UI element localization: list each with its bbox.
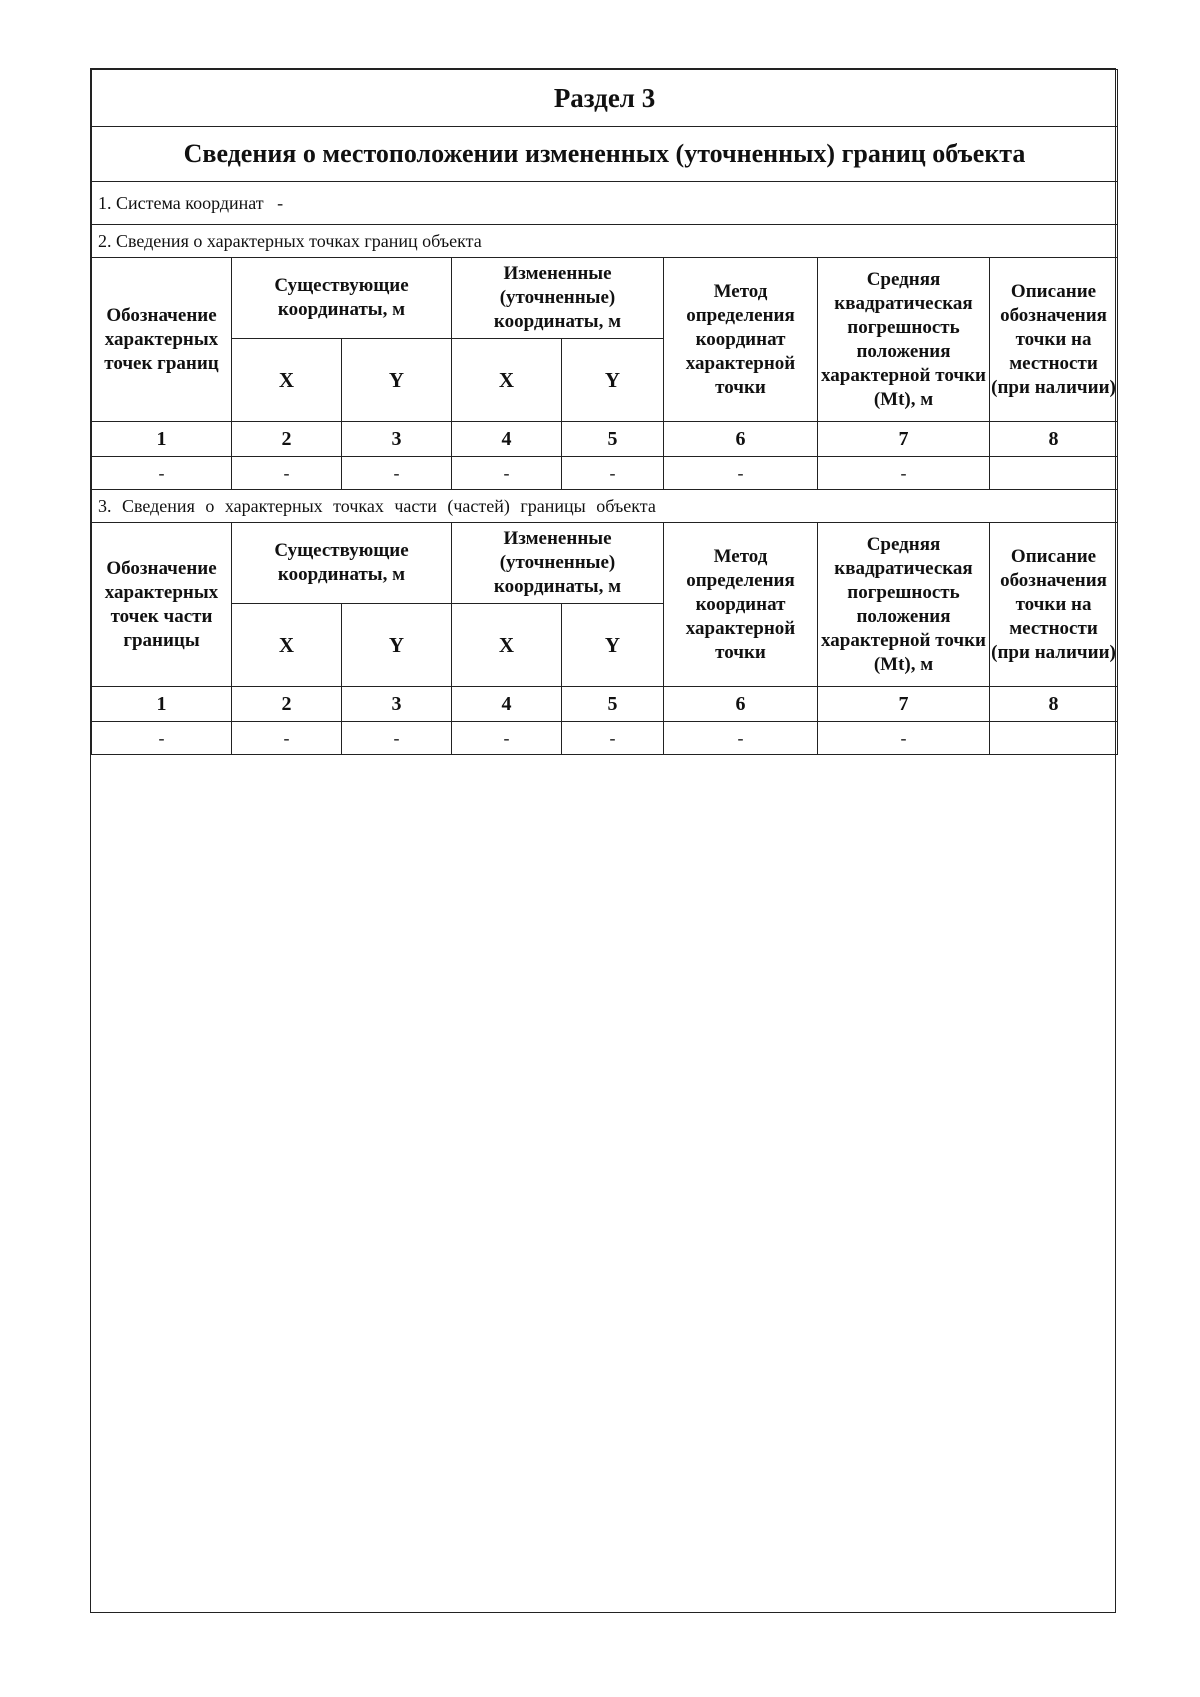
table1-col-changed: Измененные (уточненные) координаты, м (452, 258, 664, 339)
table2-changed-x: X (452, 604, 562, 687)
table1-cell: - (562, 457, 664, 490)
table1-caption-row (92, 225, 1118, 258)
table2-col-error: Средняя квадратическая погрешность положения характерной точки (Mt), м (818, 523, 990, 687)
coord-system-row (92, 182, 1118, 225)
table1-col-description: Описание обозначения точки на местности (при наличии) (990, 258, 1118, 422)
table2-num: 5 (562, 687, 664, 722)
table2-caption-row (92, 490, 1118, 523)
table1-col-method: Метод определения координат характерной точки (664, 258, 818, 422)
table1-existing-x: X (232, 339, 342, 422)
table2-num: 3 (342, 687, 452, 722)
table2-cell (990, 722, 1118, 755)
table2-cell: - (818, 722, 990, 755)
table2-num: 1 (92, 687, 232, 722)
table1-header-row (92, 258, 1118, 339)
table1-num: 4 (452, 422, 562, 457)
table1-row (92, 457, 1118, 490)
section-subtitle-row (92, 127, 1118, 182)
table1-existing-y: Y (342, 339, 452, 422)
table1-changed-y: Y (562, 339, 664, 422)
table1-num: 2 (232, 422, 342, 457)
table2-header-row (92, 523, 1118, 604)
table2-col-description: Описание обозначения точки на местности (при наличии) (990, 523, 1118, 687)
table1-col-error: Средняя квадратическая погрешность положения характерной точки (Mt), м (818, 258, 990, 422)
table1-num: 8 (990, 422, 1118, 457)
table2-cell: - (342, 722, 452, 755)
table2-col-method: Метод определения координат характерной точки (664, 523, 818, 687)
table2-num: 2 (232, 687, 342, 722)
section-title-row (92, 70, 1118, 127)
table2-changed-y: Y (562, 604, 664, 687)
table2-num: 4 (452, 687, 562, 722)
table1-cell: - (818, 457, 990, 490)
table1-col-existing: Существующие координаты, м (232, 258, 452, 339)
document-frame (90, 68, 1116, 1613)
table2-cell: - (92, 722, 232, 755)
table2-col-designation: Обозначение характерных точек части границы (92, 523, 232, 687)
table2-cell: - (562, 722, 664, 755)
table1-num: 1 (92, 422, 232, 457)
table1-num: 3 (342, 422, 452, 457)
table2-num: 6 (664, 687, 818, 722)
table1-cell: - (232, 457, 342, 490)
table2-cell: - (232, 722, 342, 755)
table1-caption: 2. Сведения о характерных точках границ объекта (92, 225, 1118, 258)
table1-num: 5 (562, 422, 664, 457)
table1-cell: - (664, 457, 818, 490)
table2-caption: 3. Сведения о характерных точках части (частей) границы объекта (92, 490, 1118, 523)
table1-cell: - (342, 457, 452, 490)
table1-num: 6 (664, 422, 818, 457)
table2-num: 7 (818, 687, 990, 722)
table1-number-row (92, 422, 1118, 457)
table2-row (92, 722, 1118, 755)
table1-cell: - (92, 457, 232, 490)
table2-number-row (92, 687, 1118, 722)
table2-existing-y: Y (342, 604, 452, 687)
table1-col-designation: Обозначение характерных точек границ (92, 258, 232, 422)
table2-cell: - (452, 722, 562, 755)
section-table (91, 69, 1118, 755)
table1-cell (990, 457, 1118, 490)
section-title: Раздел 3 (92, 70, 1118, 127)
table1-num: 7 (818, 422, 990, 457)
table1-cell: - (452, 457, 562, 490)
table2-col-changed: Измененные (уточненные) координаты, м (452, 523, 664, 604)
table1-changed-x: X (452, 339, 562, 422)
table2-col-existing: Существующие координаты, м (232, 523, 452, 604)
table2-num: 8 (990, 687, 1118, 722)
table2-existing-x: X (232, 604, 342, 687)
table2-cell: - (664, 722, 818, 755)
section-subtitle: Сведения о местоположении измененных (уточненных) границ объекта (92, 127, 1118, 182)
coord-system-text: 1. Система координат - (92, 182, 1118, 225)
